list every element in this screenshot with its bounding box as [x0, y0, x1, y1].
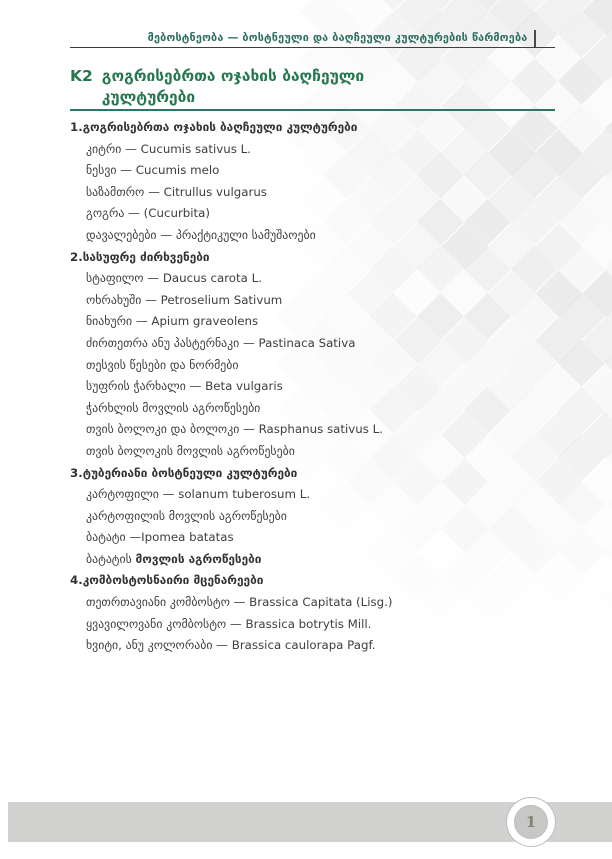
toc-item: სტაფილო — Daucus carota L. — [86, 271, 262, 286]
section-heading: 1.გოგრისებრთა ოჯახის ბაღჩეული კულტურები — [70, 120, 358, 134]
toc-item: ხვიტი, ანუ კოლორაბი — Brassica caulorapa Pagf. — [86, 638, 376, 653]
page-number-badge — [506, 797, 556, 847]
toc-item: თვის ბოლოკის მოვლის აგროწესები — [86, 443, 295, 458]
toc-item: თეთრთავიანი კომბოსტო — Brassica Capitata (Lisg.) — [86, 595, 393, 610]
toc-item: თესვის წესები და ნორმები — [86, 357, 239, 372]
toc-item: გოგრა — (Cucurbita) — [86, 206, 211, 221]
page-number: 1 — [514, 805, 548, 839]
section-heading: 4.კომბოსტოსნაირი მცენარეები — [70, 573, 264, 588]
header-divider-bar — [534, 30, 536, 47]
toc-item: ჭარხლის მოვლის აგროწესები — [86, 400, 261, 415]
chapter-title-rule — [70, 109, 555, 111]
toc-item: ნესვი — Cucumis melo — [86, 163, 220, 178]
toc-item: ოხრახუში — Petroselium Sativum — [86, 292, 283, 307]
toc-item: ყვავილოვანი კომბოსტო — Brassica botrytis Mill. — [86, 616, 372, 631]
toc-item: ბატატი —Ipomea batatas — [86, 530, 234, 545]
page-header — [70, 26, 555, 48]
section-heading: 3.ტუბერიანი ბოსტნეული კულტურები — [70, 465, 298, 480]
toc-item: კარტოფილის მოვლის აგროწესები — [86, 508, 287, 523]
chapter-code: K2 — [70, 67, 93, 85]
toc-item: ძირთეთრა ანუ პასტერნაკი — Pastinaca Sativa — [86, 335, 356, 350]
toc-item: თვის ბოლოკი და ბოლოკი — Rasphanus sativus L. — [86, 422, 383, 437]
section-heading: 2.სასუფრე ძირხვენები — [70, 249, 210, 264]
contents-list — [70, 117, 545, 657]
toc-item: სუფრის ჭარხალი — Beta vulgaris — [86, 379, 283, 394]
toc-item: კარტოფილი — solanum tuberosum L. — [86, 487, 311, 502]
toc-item: დავალებები — პრაქტიკული სამუშაოები — [86, 227, 316, 242]
toc-item: კიტრი — Cucumis sativus L. — [86, 141, 251, 156]
toc-item: საზამთრო — Citrullus vulgarus — [86, 184, 267, 199]
toc-item: ნიახური — Apium graveolens — [86, 314, 259, 329]
chapter-title: გოგრისებრთა ოჯახის ბაღჩეული კულტურები — [101, 67, 365, 106]
chapter-heading — [70, 66, 387, 108]
header-running-title: მებოსტნეობა — ბოსტნეული და ბაღჩეული კულტურების წარმოება — [147, 31, 528, 44]
toc-item: ბატატის მოვლის აგროწესები — [86, 551, 262, 566]
